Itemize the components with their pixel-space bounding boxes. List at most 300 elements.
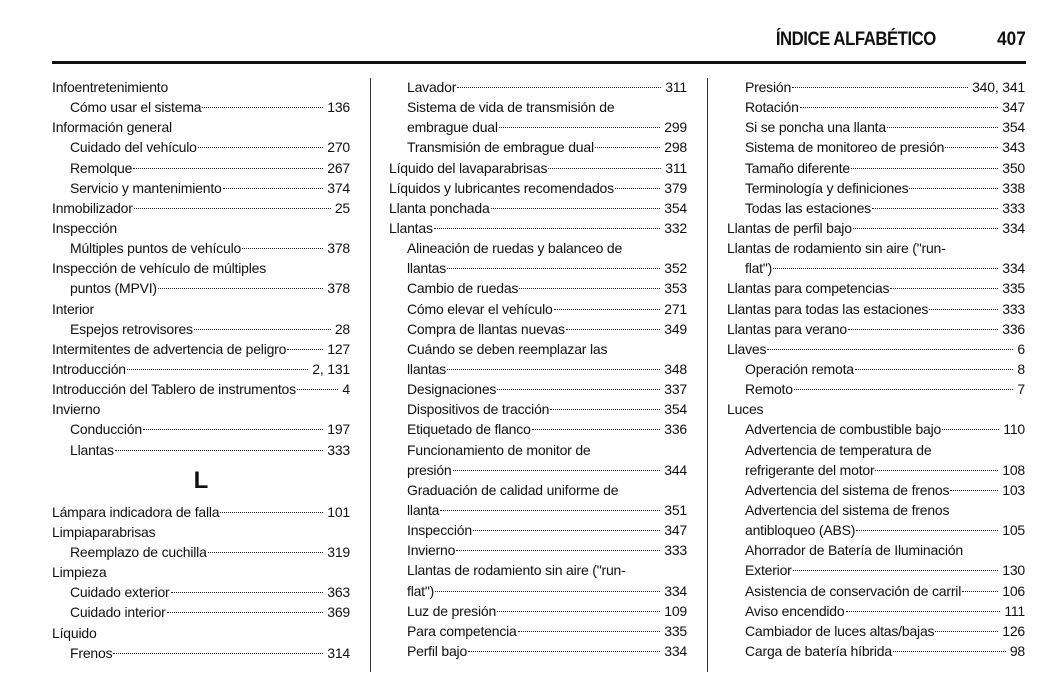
index-subentry[interactable] — [389, 419, 687, 439]
dot-leader — [167, 612, 324, 613]
page-reference[interactable]: 337 — [664, 381, 687, 398]
index-subentry[interactable] — [52, 419, 350, 439]
dot-leader — [566, 329, 660, 330]
dot-leader — [794, 389, 1014, 390]
dot-leader — [468, 651, 660, 652]
dot-leader — [518, 631, 661, 632]
dot-leader — [497, 611, 660, 612]
dot-leader — [909, 188, 998, 189]
dot-leader — [208, 552, 324, 553]
page-reference[interactable]: 378 — [327, 240, 350, 257]
index-column-2 — [389, 77, 687, 661]
index-entry[interactable] — [52, 379, 350, 399]
page-reference[interactable]: 319 — [327, 543, 350, 560]
dot-leader — [792, 87, 968, 88]
dot-leader — [491, 208, 661, 209]
page-reference[interactable]: 350 — [1002, 159, 1025, 176]
index-subentry[interactable] — [52, 602, 350, 622]
index-entry[interactable] — [727, 319, 1025, 339]
dot-leader — [473, 530, 660, 531]
index-subentry[interactable] — [52, 158, 350, 178]
index-subentry[interactable] — [52, 582, 350, 602]
page-reference[interactable]: 354 — [664, 401, 687, 418]
index-subentry[interactable] — [727, 359, 1025, 379]
column-divider — [370, 78, 371, 672]
page-reference[interactable]: 332 — [664, 219, 687, 236]
dot-leader — [550, 409, 660, 410]
dot-leader — [855, 369, 1014, 370]
entry-text: Cómo usar el sistema — [70, 99, 202, 116]
dot-leader — [851, 168, 998, 169]
dot-leader — [929, 309, 998, 310]
entry-text: llantas — [407, 360, 447, 377]
index-subentry[interactable] — [727, 641, 1025, 661]
dot-leader — [435, 591, 660, 592]
dot-leader — [893, 651, 1006, 652]
index-subentry[interactable] — [727, 520, 1025, 540]
entry-text: Remolque — [70, 159, 133, 176]
dot-leader — [456, 550, 660, 551]
index-entry[interactable] — [727, 218, 1025, 238]
entry-text: Llantas — [70, 441, 114, 458]
page-reference[interactable]: 334 — [1002, 219, 1025, 236]
index-subentry[interactable] — [727, 581, 1025, 601]
index-subentry[interactable] — [727, 379, 1025, 399]
section-title: ÍNDICE ALFABÉTICO — [775, 29, 936, 50]
index-entry[interactable] — [389, 218, 687, 238]
index-subentry[interactable] — [389, 520, 687, 540]
page-reference[interactable]: 369 — [327, 604, 350, 621]
dot-leader — [767, 349, 1013, 350]
page-reference[interactable]: 126 — [1002, 622, 1025, 639]
index-subentry[interactable] — [727, 560, 1025, 580]
page-reference[interactable]: 354 — [1002, 119, 1025, 136]
page-reference[interactable]: 334 — [664, 582, 687, 599]
index-entry[interactable] — [727, 278, 1025, 298]
letter-heading: L — [193, 466, 209, 494]
dot-leader — [887, 127, 998, 128]
dot-leader — [287, 349, 323, 350]
index-entry — [52, 117, 350, 137]
index-subentry[interactable] — [52, 319, 350, 339]
entry-text: Presión — [745, 79, 792, 95]
entry-text: Luces — [727, 401, 764, 418]
dot-leader — [198, 147, 323, 148]
page-reference[interactable]: 298 — [664, 139, 687, 156]
entry-text: Llantas de rodamiento sin aire ("run- — [727, 240, 946, 257]
page-reference[interactable]: 109 — [664, 602, 687, 619]
dot-leader — [950, 490, 998, 491]
entry-text: Todas las estaciones — [745, 199, 871, 216]
dot-leader — [171, 592, 324, 593]
page-reference[interactable]: 351 — [664, 501, 687, 518]
index-subentry[interactable] — [52, 542, 350, 562]
page-reference[interactable]: 338 — [1002, 179, 1025, 196]
page-reference[interactable]: 335 — [664, 622, 687, 639]
entry-text: Sistema de vida de transmisión de — [407, 99, 615, 116]
entry-text: Cuidado exterior — [70, 584, 170, 601]
index-subentry[interactable] — [727, 77, 1025, 97]
entry-text: flat") — [745, 260, 773, 277]
index-subentry[interactable] — [727, 198, 1025, 218]
dot-leader — [548, 168, 661, 169]
entry-text: Funcionamiento de monitor de — [407, 441, 591, 458]
index-entry[interactable] — [52, 502, 350, 522]
dot-leader — [127, 369, 308, 370]
dot-leader — [615, 188, 660, 189]
entry-text: llanta — [407, 501, 440, 518]
dot-leader — [942, 429, 999, 430]
index-column-3 — [727, 77, 1025, 661]
dot-leader — [595, 147, 660, 148]
page-reference[interactable]: 311 — [665, 79, 687, 95]
index-entry[interactable] — [52, 339, 350, 359]
index-subentry[interactable] — [52, 278, 350, 298]
dot-leader — [457, 87, 661, 88]
column-divider — [707, 78, 708, 672]
page-reference[interactable]: 106 — [1002, 582, 1025, 599]
entry-text: Compra de llantas nuevas — [407, 320, 565, 337]
index-subentry — [727, 540, 1025, 560]
page-reference[interactable]: 111 — [1004, 602, 1025, 619]
dot-leader — [532, 429, 661, 430]
page-reference[interactable]: 28 — [334, 320, 350, 337]
entry-text: Limpiaparabrisas — [52, 523, 156, 540]
dot-leader — [497, 389, 660, 390]
entry-text: Cambio de ruedas — [407, 280, 519, 297]
entry-text: Frenos — [70, 644, 113, 661]
index-entry[interactable] — [727, 299, 1025, 319]
page-reference[interactable]: 267 — [327, 159, 350, 176]
dot-leader — [434, 228, 660, 229]
entry-text: Reemplazo de cuchilla — [70, 543, 207, 560]
index-subentry[interactable] — [727, 258, 1025, 278]
index-subentry[interactable] — [389, 77, 687, 97]
page-reference[interactable]: 334 — [664, 642, 687, 659]
index-subentry[interactable] — [727, 480, 1025, 500]
dot-leader — [875, 470, 998, 471]
index-entry — [727, 399, 1025, 419]
index-entry — [52, 258, 350, 278]
entry-text: puntos (MPVI) — [70, 280, 157, 297]
index-subentry[interactable] — [52, 137, 350, 157]
entry-text: Llaves — [727, 340, 767, 357]
index-entry — [52, 77, 350, 97]
page-reference[interactable]: 349 — [664, 320, 687, 337]
entry-text: Introducción del Tablero de instrumentos — [52, 381, 296, 398]
dot-leader — [890, 288, 998, 289]
index-subentry[interactable] — [389, 359, 687, 379]
entry-text: Perfil bajo — [407, 642, 468, 659]
page-reference[interactable]: 110 — [1003, 421, 1025, 438]
dot-leader — [447, 268, 660, 269]
entry-text: presión — [407, 461, 452, 478]
index-subentry[interactable] — [727, 621, 1025, 641]
index-subentry[interactable] — [389, 399, 687, 419]
dot-leader — [872, 208, 998, 209]
index-entry — [52, 562, 350, 582]
index-subentry[interactable] — [389, 641, 687, 661]
dot-leader — [133, 168, 323, 169]
entry-text: Llantas para competencias — [727, 280, 890, 297]
index-subentry — [389, 480, 687, 500]
dot-leader — [143, 429, 323, 430]
entry-text: Intermitentes de advertencia de peligro — [52, 340, 287, 357]
page-reference[interactable]: 333 — [1002, 300, 1025, 317]
entry-text: Asistencia de conservación de carril — [745, 582, 962, 599]
page-reference[interactable]: 7 — [1017, 381, 1025, 398]
entry-text: Líquido del lavaparabrisas — [389, 159, 548, 176]
page-reference[interactable]: 344 — [664, 461, 687, 478]
index-entry — [52, 218, 350, 238]
page-reference[interactable]: 378 — [327, 280, 350, 297]
page-reference[interactable]: 101 — [327, 503, 350, 520]
index-subentry — [389, 560, 687, 580]
index-entry — [52, 623, 350, 643]
entry-text: Interior — [52, 300, 94, 317]
entry-text: Cuidado del vehículo — [70, 139, 197, 156]
index-subentry[interactable] — [727, 601, 1025, 621]
dot-leader — [115, 450, 323, 451]
entry-text: Terminología y definiciones — [745, 179, 909, 196]
entry-text: Llantas de perfil bajo — [727, 219, 852, 236]
entry-text: Etiquetado de flanco — [407, 421, 531, 438]
entry-text: Luz de presión — [407, 602, 497, 619]
page-reference[interactable]: 334 — [1002, 260, 1025, 277]
page-reference[interactable]: 130 — [1002, 562, 1025, 579]
page-reference[interactable]: 336 — [664, 421, 687, 438]
entry-text: Transmisión de embrague dual — [407, 139, 594, 156]
index-entry[interactable] — [727, 339, 1025, 359]
entry-text: Llantas para todas las estaciones — [727, 300, 929, 317]
page-reference[interactable]: 271 — [664, 300, 687, 317]
entry-text: Advertencia de temperatura de — [745, 441, 932, 458]
page-reference[interactable]: 347 — [664, 522, 687, 539]
entry-text: Advertencia del sistema de frenos — [745, 501, 950, 518]
index-subentry[interactable] — [389, 621, 687, 641]
entry-text: antibloqueo (ABS) — [745, 522, 856, 539]
entry-text: Sistema de monitoreo de presión — [745, 139, 945, 156]
entry-text: Advertencia de combustible bajo — [745, 421, 942, 438]
entry-text: Invierno — [52, 401, 101, 418]
entry-text: Líquido — [52, 624, 97, 641]
dot-leader — [856, 530, 998, 531]
entry-text: Inmobilizador — [52, 199, 133, 216]
dot-leader — [945, 147, 998, 148]
page-reference[interactable]: 379 — [664, 179, 687, 196]
index-subentry[interactable] — [389, 581, 687, 601]
page-reference[interactable]: 333 — [1002, 199, 1025, 216]
index-subentry[interactable] — [52, 440, 350, 460]
page-reference[interactable]: 8 — [1017, 360, 1025, 377]
dot-leader — [848, 329, 998, 330]
index-subentry — [727, 500, 1025, 520]
index-subentry — [389, 97, 687, 117]
dot-leader — [554, 309, 661, 310]
entry-text: Cómo elevar el vehículo — [407, 300, 553, 317]
entry-text: Llantas — [389, 219, 433, 236]
dot-leader — [499, 127, 660, 128]
entry-text: Lámpara indicadora de falla — [52, 503, 220, 520]
page-reference[interactable]: 108 — [1002, 461, 1025, 478]
dot-leader — [962, 591, 998, 592]
entry-text: Exterior — [745, 562, 792, 579]
page-number: 407 — [997, 29, 1026, 50]
entry-text: Líquidos y lubricantes recomendados — [389, 179, 614, 196]
index-subentry[interactable] — [52, 643, 350, 663]
page-reference[interactable]: 2, 131 — [312, 360, 350, 377]
index-entry[interactable] — [52, 198, 350, 218]
dot-leader — [440, 510, 660, 511]
dot-leader — [297, 389, 339, 390]
dot-leader — [202, 107, 323, 108]
index-subentry[interactable] — [389, 299, 687, 319]
dot-leader — [453, 470, 661, 471]
index-entry[interactable] — [52, 359, 350, 379]
entry-text: Lavador — [407, 79, 457, 95]
page-reference[interactable]: 352 — [664, 260, 687, 277]
entry-text: Graduación de calidad uniforme de — [407, 481, 619, 498]
entry-text: Operación remota — [745, 360, 854, 377]
index-entry — [52, 299, 350, 319]
index-subentry[interactable] — [52, 97, 350, 117]
page-reference[interactable]: 353 — [664, 280, 687, 297]
page-reference[interactable]: 127 — [327, 340, 350, 357]
index-subentry[interactable] — [52, 238, 350, 258]
entry-text: Inspección — [407, 522, 472, 539]
index-subentry[interactable] — [727, 178, 1025, 198]
page-reference[interactable]: 374 — [327, 179, 350, 196]
page-reference[interactable]: 270 — [327, 139, 350, 156]
page-reference[interactable]: 363 — [327, 584, 350, 601]
index-subentry[interactable] — [727, 460, 1025, 480]
entry-text: Remoto — [745, 381, 793, 398]
dot-leader — [935, 631, 998, 632]
index-entry[interactable] — [389, 178, 687, 198]
entry-text: Tamaño diferente — [745, 159, 850, 176]
index-subentry[interactable] — [389, 278, 687, 298]
entry-text: Cuándo se deben reemplazar las — [407, 340, 608, 357]
dot-leader — [519, 288, 660, 289]
page-reference[interactable]: 336 — [1002, 320, 1025, 337]
index-subentry[interactable] — [389, 117, 687, 137]
entry-text: llantas — [407, 260, 447, 277]
page-reference[interactable]: 333 — [664, 542, 687, 559]
entry-text: refrigerante del motor — [745, 461, 875, 478]
page-reference[interactable]: 25 — [334, 199, 350, 216]
index-subentry[interactable] — [389, 258, 687, 278]
entry-text: Ahorrador de Batería de Iluminación — [745, 542, 963, 559]
index-column-1 — [52, 77, 350, 663]
entry-text: Inspección — [52, 219, 117, 236]
entry-text: Dispositivos de tracción — [407, 401, 550, 418]
index-subentry[interactable] — [727, 137, 1025, 157]
dot-leader — [846, 611, 1001, 612]
page-reference[interactable]: 98 — [1009, 642, 1025, 659]
page-reference[interactable]: 333 — [327, 441, 350, 458]
dot-leader — [793, 570, 999, 571]
index-entry — [52, 399, 350, 419]
index-subentry[interactable] — [727, 117, 1025, 137]
page-reference[interactable]: 335 — [1002, 280, 1025, 297]
dot-leader — [223, 188, 324, 189]
index-entry — [727, 238, 1025, 258]
entry-text: embrague dual — [407, 119, 498, 136]
entry-text: Llantas de rodamiento sin aire ("run- — [407, 562, 626, 579]
entry-text: Introducción — [52, 360, 126, 377]
page-reference[interactable]: 6 — [1017, 340, 1025, 357]
page-reference[interactable]: 348 — [664, 360, 687, 377]
dot-leader — [194, 329, 331, 330]
entry-text: Múltiples puntos de vehículo — [70, 240, 242, 257]
dot-leader — [853, 228, 998, 229]
index-subentry[interactable] — [727, 419, 1025, 439]
index-subentry[interactable] — [727, 97, 1025, 117]
entry-text: Rotación — [745, 99, 799, 116]
index-subentry[interactable] — [52, 178, 350, 198]
entry-text: Alineación de ruedas y balanceo de — [407, 240, 623, 257]
index-subentry[interactable] — [389, 460, 687, 480]
entry-text: Cambiador de luces altas/bajas — [745, 622, 935, 639]
index-entry[interactable] — [389, 158, 687, 178]
page-reference[interactable]: 103 — [1002, 481, 1025, 498]
index-subentry — [389, 440, 687, 460]
entry-text: Invierno — [407, 542, 456, 559]
index-subentry[interactable] — [389, 379, 687, 399]
index-subentry[interactable] — [389, 137, 687, 157]
page-reference[interactable]: 311 — [665, 159, 687, 176]
index-subentry[interactable] — [389, 540, 687, 560]
dot-leader — [158, 288, 323, 289]
page-reference[interactable]: 136 — [327, 99, 350, 116]
entry-text: Designaciones — [407, 381, 497, 398]
index-subentry — [389, 238, 687, 258]
entry-text: Llantas para verano — [727, 320, 847, 337]
dot-leader — [242, 248, 323, 249]
entry-text: Aviso encendido — [745, 602, 845, 619]
page-reference[interactable]: 340, 341 — [972, 79, 1025, 95]
dot-leader — [773, 268, 998, 269]
entry-text: Limpieza — [52, 564, 107, 581]
entry-text: Servicio y mantenimiento — [70, 179, 222, 196]
page-reference[interactable]: 354 — [664, 199, 687, 216]
index-subentry[interactable] — [389, 601, 687, 621]
entry-text: Cuidado interior — [70, 604, 166, 621]
dot-leader — [220, 512, 323, 513]
dot-leader — [113, 653, 323, 654]
header-rule — [52, 61, 1026, 64]
dot-leader — [447, 369, 660, 370]
page-reference[interactable]: 4 — [342, 381, 350, 398]
dot-leader — [800, 107, 999, 108]
entry-text: Espejos retrovisores — [70, 320, 193, 337]
index-entry[interactable] — [389, 198, 687, 218]
page-reference[interactable]: 105 — [1002, 522, 1025, 539]
page-reference[interactable]: 299 — [664, 119, 687, 136]
page-reference[interactable]: 343 — [1002, 139, 1025, 156]
page-reference[interactable]: 197 — [327, 421, 350, 438]
entry-text: Advertencia del sistema de frenos — [745, 481, 950, 498]
entry-text: Si se poncha una llanta — [745, 119, 886, 136]
index-subentry — [389, 339, 687, 359]
page-reference[interactable]: 314 — [327, 644, 350, 661]
entry-text: Llanta ponchada — [389, 199, 490, 216]
index-subentry[interactable] — [727, 158, 1025, 178]
entry-text: Conducción — [70, 421, 142, 438]
index-subentry[interactable] — [389, 319, 687, 339]
index-subentry[interactable] — [389, 500, 687, 520]
page-reference[interactable]: 347 — [1002, 99, 1025, 116]
